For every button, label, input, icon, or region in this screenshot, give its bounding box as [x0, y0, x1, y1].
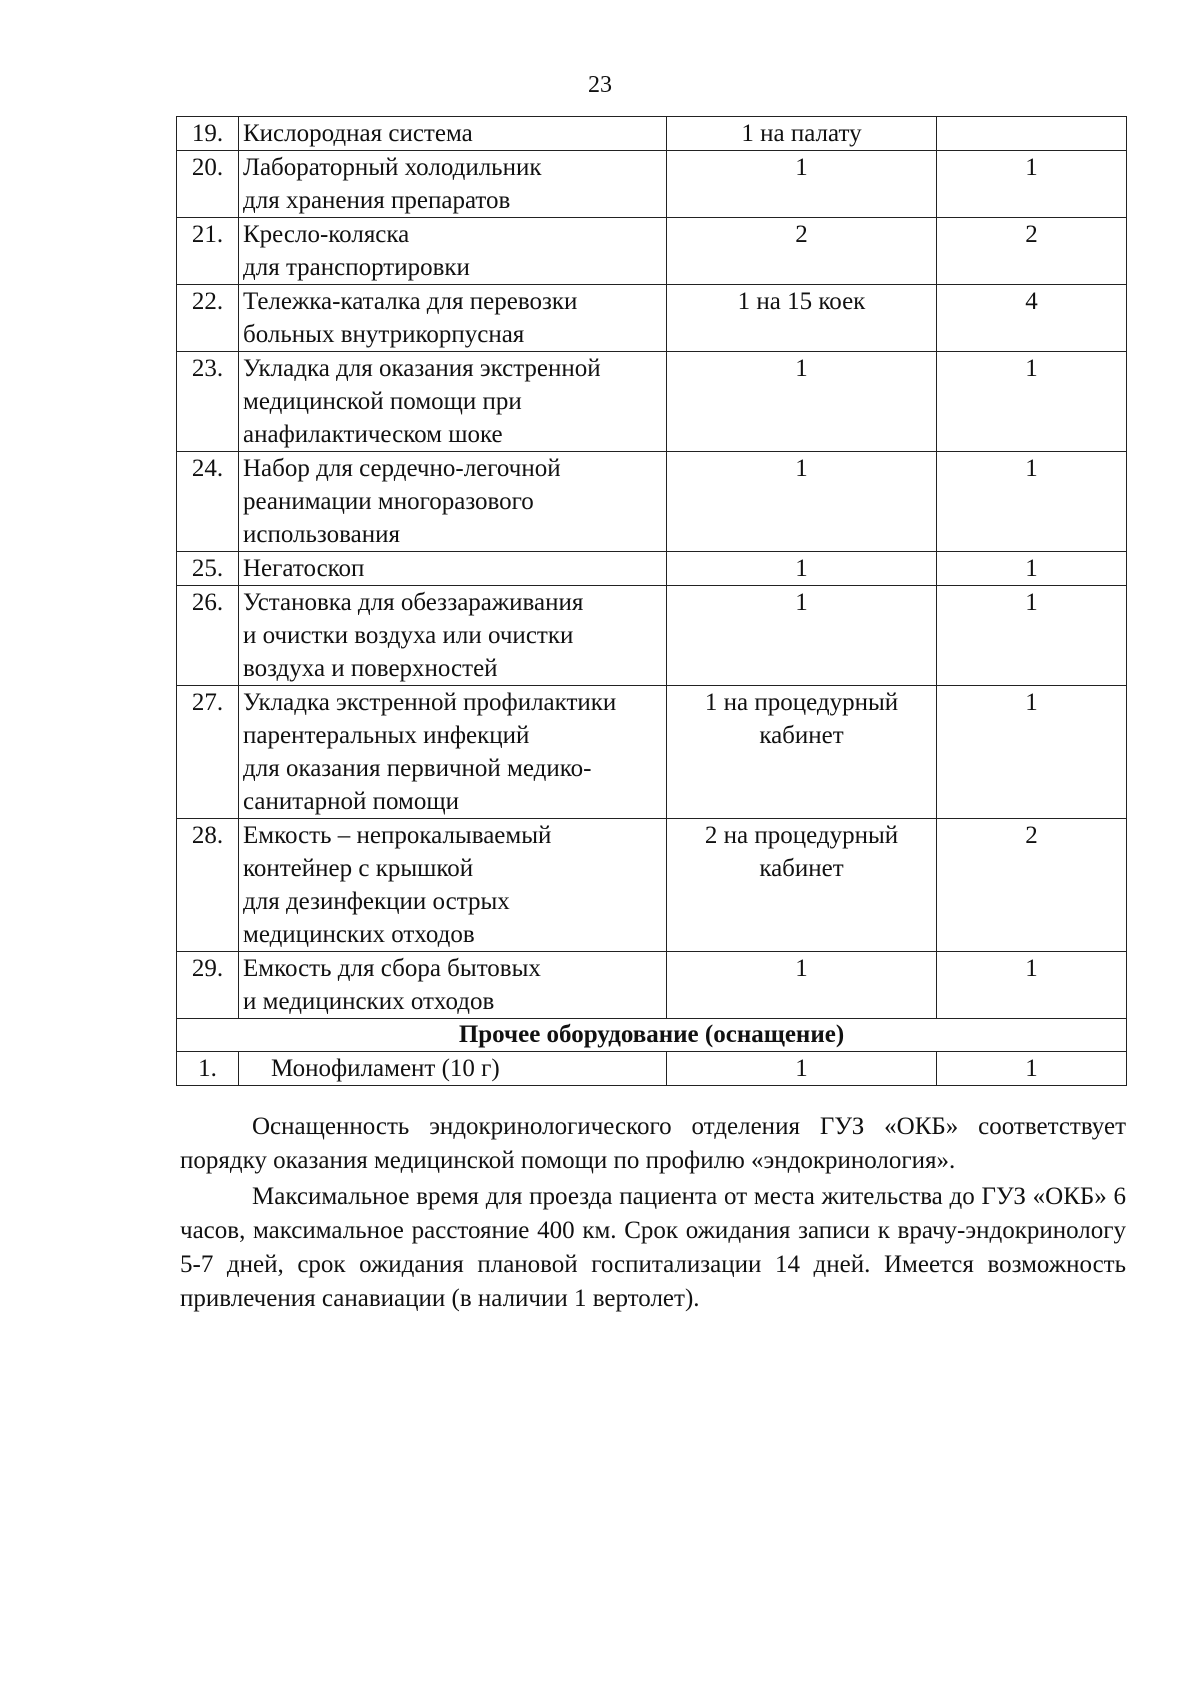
section-title [177, 1019, 1127, 1052]
equipment-name [239, 586, 667, 686]
row-number-line: 26. [191, 589, 224, 616]
actual-quantity-line: 1 [1025, 355, 1038, 382]
equipment-name-line: реанимации многоразового [243, 488, 534, 515]
required-quantity [667, 117, 937, 151]
required-quantity-line: 2 [795, 221, 808, 248]
equipment-name-line: использования [243, 521, 400, 548]
equipment-name-line: Укладка экстренной профилактики [243, 689, 617, 716]
required-quantity-line: 1 [795, 1055, 808, 1082]
required-quantity-line: 1 [795, 555, 808, 582]
row-number [177, 352, 239, 452]
equipment-name [239, 819, 667, 952]
actual-quantity [937, 819, 1127, 952]
table-row [177, 586, 1127, 686]
actual-quantity [937, 218, 1127, 285]
equipment-name [239, 352, 667, 452]
equipment-name-line: для хранения препаратов [243, 187, 511, 214]
section-title-line: Прочее оборудование (оснащение) [458, 1021, 845, 1048]
row-number [177, 151, 239, 218]
row-number [177, 285, 239, 352]
equipment-name-line: медицинских отходов [243, 921, 475, 948]
table-row [177, 151, 1127, 218]
actual-quantity [937, 552, 1127, 586]
row-number-line: 25. [191, 555, 224, 582]
equipment-name-line: воздуха и поверхностей [243, 655, 498, 682]
equipment-name-line: Кресло-коляска [243, 221, 410, 248]
required-quantity [667, 686, 937, 819]
table-row [177, 352, 1127, 452]
equipment-name-line: для транспортировки [243, 254, 470, 281]
equipment-table [176, 116, 1127, 1086]
required-quantity [667, 218, 937, 285]
equipment-name [239, 285, 667, 352]
actual-quantity [937, 952, 1127, 1019]
required-quantity [667, 151, 937, 218]
required-quantity-line: 1 [795, 154, 808, 181]
table-row [177, 1052, 1127, 1086]
actual-quantity [937, 686, 1127, 819]
required-quantity-line: 2 на процедурный [704, 822, 899, 849]
actual-quantity-line: 1 [1025, 455, 1038, 482]
equipment-name [239, 218, 667, 285]
row-number-line: 19. [191, 120, 224, 147]
row-number-line: 28. [191, 822, 224, 849]
required-quantity-line: кабинет [759, 855, 844, 882]
required-quantity-line: 1 на палату [741, 120, 862, 147]
paragraph-access-times: Максимальное время для проезда пациента от места жительства до ГУЗ «ОКБ» 6 часов, максимальное расстояние 400 км. Срок ожидания записи к врачу-эндокринологу 5-7 дней, срок ожидания плановой госпитализации 14 дней. Имеется возможность привлечения санавиации (в наличии 1 вертолет). [180, 1183, 1126, 1312]
required-quantity [667, 586, 937, 686]
equipment-name-line: медицинской помощи при [243, 388, 522, 415]
equipment-name-line: Кислородная система [243, 120, 473, 147]
equipment-name-line: больных внутрикорпусная [243, 321, 525, 348]
equipment-table-body [177, 117, 1127, 1086]
actual-quantity [937, 151, 1127, 218]
required-quantity-line: 1 [795, 355, 808, 382]
equipment-name-line: Набор для сердечно-легочной [243, 455, 561, 482]
equipment-name-line: Емкость – непрокалываемый [243, 822, 552, 849]
equipment-name-line: парентеральных инфекций [243, 722, 530, 749]
actual-quantity-line: 2 [1025, 822, 1038, 849]
row-number [177, 452, 239, 552]
table-row [177, 285, 1127, 352]
equipment-name-line: контейнер с крышкой [243, 855, 474, 882]
equipment-name-line: для оказания первичной медико- [243, 755, 592, 782]
required-quantity-line: 1 [795, 455, 808, 482]
equipment-name-line: Лабораторный холодильник [243, 154, 542, 181]
required-quantity-line: 1 [795, 589, 808, 616]
actual-quantity [937, 586, 1127, 686]
actual-quantity [937, 285, 1127, 352]
equipment-name [239, 552, 667, 586]
row-number-line: 23. [191, 355, 224, 382]
required-quantity [667, 452, 937, 552]
required-quantity [667, 1052, 937, 1086]
required-quantity [667, 552, 937, 586]
equipment-name [239, 686, 667, 819]
actual-quantity [937, 117, 1127, 151]
actual-quantity-line: 1 [1025, 955, 1038, 982]
row-number-line: 27. [191, 689, 224, 716]
equipment-name [239, 117, 667, 151]
table-row [177, 819, 1127, 952]
actual-quantity-line: 1 [1025, 555, 1038, 582]
row-number [177, 117, 239, 151]
actual-quantity-line: 1 [1025, 589, 1038, 616]
equipment-name [239, 151, 667, 218]
table-row [177, 552, 1127, 586]
required-quantity [667, 285, 937, 352]
row-number [177, 1052, 239, 1086]
required-quantity-line: кабинет [759, 722, 844, 749]
row-number-line: 22. [191, 288, 224, 315]
table-row [177, 452, 1127, 552]
equipment-name-line: и очистки воздуха или очистки [243, 622, 574, 649]
page-number: 23 [588, 72, 612, 98]
equipment-name-line: Тележка-каталка для перевозки [243, 288, 578, 315]
row-number [177, 686, 239, 819]
equipment-name-line: Установка для обеззараживания [243, 589, 584, 616]
actual-quantity [937, 452, 1127, 552]
row-number [177, 586, 239, 686]
equipment-name [239, 452, 667, 552]
row-number [177, 952, 239, 1019]
required-quantity [667, 352, 937, 452]
actual-quantity-line: 4 [1025, 288, 1038, 315]
row-number-line: 1. [198, 1055, 217, 1082]
actual-quantity-line: 1 [1025, 689, 1038, 716]
body-text [180, 1110, 1126, 1316]
actual-quantity-line: 1 [1025, 1055, 1038, 1082]
equipment-name [239, 1052, 667, 1086]
table-row [177, 218, 1127, 285]
actual-quantity-line: 1 [1025, 154, 1038, 181]
row-number [177, 819, 239, 952]
equipment-name-line: анафилактическом шоке [243, 421, 503, 448]
required-quantity-line: 1 на 15 коек [737, 288, 866, 315]
table-row [177, 952, 1127, 1019]
row-number-line: 29. [191, 955, 224, 982]
section-row [177, 1019, 1127, 1052]
equipment-name-line: Монофиламент (10 г) [271, 1055, 500, 1082]
actual-quantity-line: 2 [1025, 221, 1038, 248]
equipment-name-line: Негатоскоп [243, 555, 365, 582]
table-row [177, 686, 1127, 819]
equipment-name-line: Емкость для сбора бытовых [243, 955, 541, 982]
row-number [177, 552, 239, 586]
actual-quantity [937, 1052, 1127, 1086]
equipment-name-line: и медицинских отходов [243, 988, 495, 1015]
equipment-name [239, 952, 667, 1019]
equipment-name-line: для дезинфекции острых [243, 888, 510, 915]
required-quantity-line: 1 на процедурный [704, 689, 899, 716]
required-quantity [667, 952, 937, 1019]
required-quantity-line: 1 [795, 955, 808, 982]
actual-quantity [937, 352, 1127, 452]
row-number-line: 24. [191, 455, 224, 482]
required-quantity [667, 819, 937, 952]
row-number-line: 20. [191, 154, 224, 181]
equipment-name-line: санитарной помощи [243, 788, 459, 815]
row-number-line: 21. [191, 221, 224, 248]
row-number [177, 218, 239, 285]
table-row [177, 117, 1127, 151]
equipment-name-line: Укладка для оказания экстренной [243, 355, 601, 382]
paragraph-equipment-compliance: Оснащенность эндокринологического отделения ГУЗ «ОКБ» соответствует порядку оказания медицинской помощи по профилю «эндокринология». [180, 1113, 1126, 1174]
